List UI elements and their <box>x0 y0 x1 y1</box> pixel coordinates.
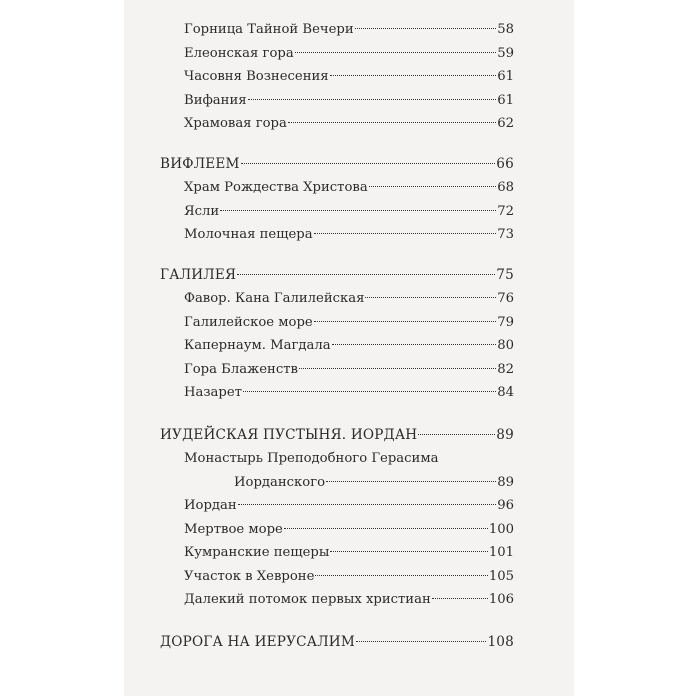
leader-dots <box>295 52 497 53</box>
toc-entry <box>160 311 514 335</box>
toc-entry <box>160 494 514 518</box>
toc-section-title: ДОРОГА НА ИЕРУСАЛИМ <box>160 633 355 650</box>
toc-entry <box>160 89 514 113</box>
toc-entry-title: Горница Тайной Вечери <box>184 22 354 37</box>
toc-entry <box>160 65 514 89</box>
toc-section-title: ГАЛИЛЕЯ <box>160 266 237 283</box>
leader-dots <box>330 551 488 552</box>
toc-entry-page: 59 <box>497 45 514 61</box>
toc-entry-title: Часовня Вознесения <box>184 69 329 84</box>
toc-section-galilee <box>160 264 514 288</box>
toc-entry <box>160 176 514 200</box>
leader-dots <box>284 528 488 529</box>
leader-dots <box>356 641 487 642</box>
leader-dots <box>365 297 496 298</box>
toc-entry-title: Храм Рождества Христова <box>184 180 368 195</box>
toc-entry-page: 62 <box>497 116 514 131</box>
toc-section-title: ВИФЛЕЕМ <box>160 155 240 172</box>
toc-entry-page: 89 <box>497 474 514 490</box>
toc-entry-page: 84 <box>497 385 514 400</box>
toc-entry-page: 61 <box>497 69 514 84</box>
toc-entry-page: 61 <box>497 92 514 108</box>
toc-entry-title: Участок в Хевроне <box>184 568 315 584</box>
toc-entry-title: Фавор. Кана Галилейская <box>184 291 365 306</box>
leader-dots <box>220 210 496 211</box>
toc-section-page: 75 <box>496 266 514 283</box>
toc-entry-title: Гора Блаженств <box>184 361 298 377</box>
leader-dots <box>243 391 496 392</box>
toc-entry-title-continued: Иорданского <box>234 474 326 490</box>
toc-entry <box>160 471 514 495</box>
toc-entry-page: 73 <box>497 227 514 242</box>
toc-entry <box>160 287 514 311</box>
toc-entry <box>160 358 514 382</box>
toc-entry-page: 82 <box>497 361 514 377</box>
leader-dots <box>332 344 497 345</box>
toc-entry-title: Монастырь Преподобного Герасима <box>184 451 439 466</box>
toc-entry-page: 105 <box>488 568 514 584</box>
toc-entry-wrapped-line1 <box>160 447 514 471</box>
toc-entry-title: Храмовая гора <box>184 116 287 131</box>
toc-entry <box>160 42 514 66</box>
toc-section-road-to-jerusalem <box>160 631 514 655</box>
toc-entry-title: Ясли <box>184 203 220 219</box>
toc-entry-title: Галилейское море <box>184 314 313 330</box>
toc-entry <box>160 223 514 247</box>
toc-section-judean-desert <box>160 424 514 448</box>
toc-entry-page: 76 <box>497 291 514 306</box>
toc-entry-page: 106 <box>488 592 514 607</box>
toc-entry-page: 68 <box>497 180 514 195</box>
toc-entry <box>160 565 514 589</box>
toc-entry <box>160 112 514 136</box>
toc-entry-page: 101 <box>488 545 514 560</box>
toc-section-page: 108 <box>487 633 514 650</box>
toc-entry-title: Назарет <box>184 385 242 400</box>
toc-entry <box>160 381 514 405</box>
toc-section-page: 89 <box>496 426 514 443</box>
leader-dots <box>288 122 496 123</box>
leader-dots <box>314 321 496 322</box>
table-of-contents <box>160 18 514 654</box>
leader-dots <box>326 481 496 482</box>
toc-entry-page: 72 <box>497 203 514 219</box>
leader-dots <box>432 598 488 599</box>
toc-entry <box>160 518 514 542</box>
toc-entry <box>160 588 514 612</box>
leader-dots <box>418 434 495 435</box>
toc-section-bethlehem <box>160 153 514 177</box>
leader-dots <box>237 274 495 275</box>
leader-dots <box>330 75 497 76</box>
toc-entry <box>160 18 514 42</box>
toc-entry-page: 58 <box>497 22 514 37</box>
leader-dots <box>314 233 497 234</box>
toc-section-page: 66 <box>496 155 514 172</box>
toc-entry-page: 80 <box>497 338 514 353</box>
toc-entry <box>160 200 514 224</box>
leader-dots <box>369 186 497 187</box>
leader-dots <box>315 575 487 576</box>
toc-entry-title: Мертвое море <box>184 521 283 537</box>
leader-dots <box>355 28 497 29</box>
toc-section-title: ИУДЕЙСКАЯ ПУСТЫНЯ. ИОРДАН <box>160 426 418 443</box>
leader-dots <box>299 368 496 369</box>
toc-entry-page: 96 <box>497 498 514 513</box>
leader-dots <box>248 99 497 100</box>
toc-entry-title: Молочная пещера <box>184 227 313 242</box>
toc-entry-title: Кумранские пещеры <box>184 545 330 560</box>
toc-entry-title: Далекий потомок первых христиан <box>184 592 431 607</box>
leader-dots <box>241 163 496 164</box>
toc-entry-title: Иордан <box>184 498 237 513</box>
toc-entry-page: 79 <box>497 314 514 330</box>
leader-dots <box>238 504 497 505</box>
toc-entry-page: 100 <box>488 521 514 537</box>
toc-entry <box>160 334 514 358</box>
toc-entry-title: Вифания <box>184 92 247 108</box>
toc-entry <box>160 541 514 565</box>
toc-entry-title: Елеонская гора <box>184 45 294 61</box>
toc-entry-title: Капернаум. Магдала <box>184 338 331 353</box>
